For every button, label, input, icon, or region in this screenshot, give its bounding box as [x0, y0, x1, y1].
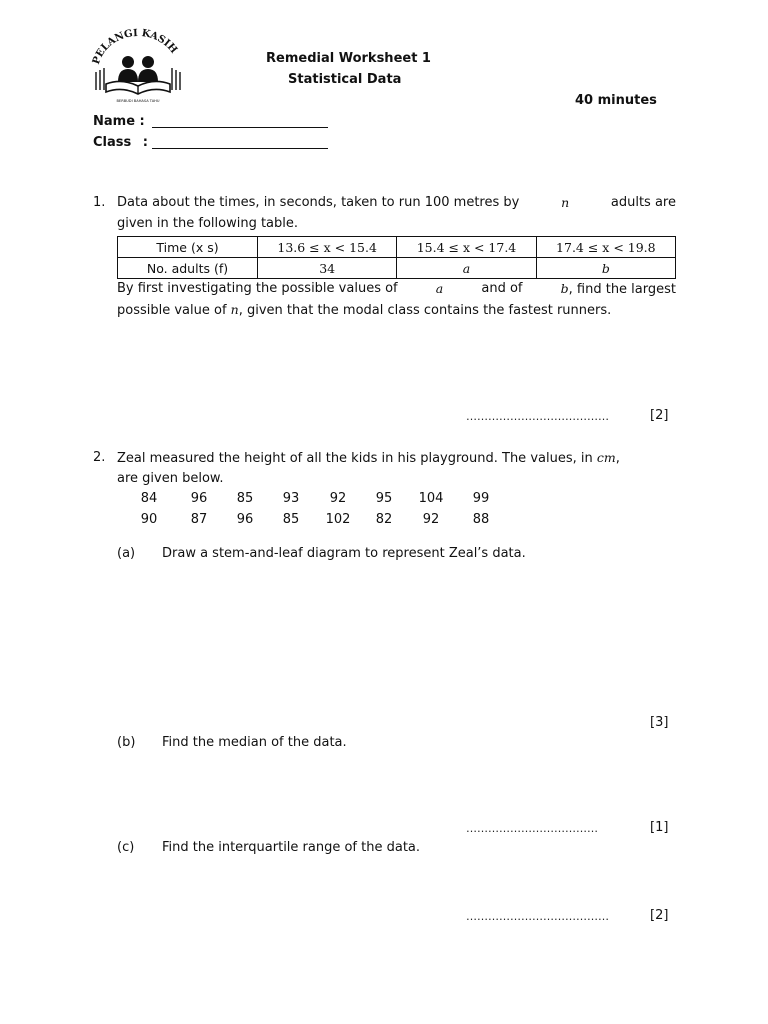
height-value: 92: [329, 491, 347, 506]
q1-var-a: a: [435, 281, 444, 296]
q1-line4: [117, 302, 611, 318]
q2b-marks: [1]: [650, 820, 669, 835]
name-field[interactable]: [152, 127, 328, 128]
q2b-answer-line[interactable]: ………………………………: [466, 822, 598, 835]
height-value: 95: [375, 491, 393, 506]
table-header-adults: No. adults (f): [118, 258, 258, 279]
height-value: 96: [236, 512, 254, 527]
q2-number: 2.: [93, 450, 106, 465]
q2a-label: (a): [117, 546, 136, 561]
q2c-answer-line[interactable]: …………………………………: [466, 910, 609, 923]
q1-var-n2: n: [230, 302, 239, 317]
q1-var-n: n: [561, 195, 570, 210]
height-value: 90: [140, 512, 158, 527]
height-value: 92: [422, 512, 440, 527]
height-value: 96: [190, 491, 208, 506]
q2a-answer-area[interactable]: [117, 566, 676, 706]
q2a-marks: [3]: [650, 715, 669, 730]
q1-answer-line[interactable]: …………………………………: [466, 410, 609, 423]
q1-marks: [2]: [650, 408, 669, 423]
q1-text-d2: and of: [481, 281, 523, 296]
height-value: 84: [140, 491, 158, 506]
table-row: [118, 258, 676, 279]
worksheet-subtitle: Statistical Data: [288, 72, 402, 87]
height-value: 88: [472, 512, 490, 527]
svg-text:PELANGI KASIH: [91, 28, 179, 66]
logo-subtext: BERBUDI BAHASA TAHU: [116, 99, 160, 103]
table-cell: a: [397, 258, 536, 279]
q1-number: 1.: [93, 195, 106, 210]
q2b-text: Find the median of the data.: [162, 735, 347, 750]
height-value: 99: [472, 491, 490, 506]
q1-text-d1: By first investigating the possible values of: [117, 281, 398, 296]
q2c-text: Find the interquartile range of the data.: [162, 840, 421, 855]
q1-var-b: b: [560, 281, 569, 296]
q1-line1: [117, 195, 676, 210]
height-value: 87: [190, 512, 208, 527]
worksheet-title: Remedial Worksheet 1: [266, 51, 431, 66]
table-cell: 15.4 ≤ x < 17.4: [397, 237, 536, 258]
q2-line2: are given below.: [117, 471, 224, 486]
logo-emblem-icon: [88, 28, 188, 106]
table-cell: 13.6 ≤ x < 15.4: [258, 237, 397, 258]
table-cell: 34: [258, 258, 397, 279]
height-value: 102: [325, 512, 351, 527]
height-values-row-1: [0, 491, 768, 509]
q2a-text: Draw a stem-and-leaf diagram to represent Zeal’s data.: [162, 546, 526, 561]
school-logo: [88, 28, 188, 106]
q1-text-e2: , given that the modal class contains the fastest runners.: [238, 303, 612, 318]
height-value: 93: [282, 491, 300, 506]
class-field[interactable]: [152, 148, 328, 149]
q2-line1: [117, 450, 620, 466]
height-value: 85: [236, 491, 254, 506]
q1-text-e1: possible value of: [117, 303, 227, 318]
q1-text-b: adults are: [610, 195, 676, 210]
table-cell: 17.4 ≤ x < 19.8: [536, 237, 675, 258]
height-value: 104: [418, 491, 444, 506]
table-cell: b: [536, 258, 675, 279]
table-row: [118, 237, 676, 258]
q2c-label: (c): [117, 840, 135, 855]
height-value: 82: [375, 512, 393, 527]
class-label: Class :: [93, 135, 148, 150]
height-value: 85: [282, 512, 300, 527]
table-header-time: Time (x s): [118, 237, 258, 258]
q2b-label: (b): [117, 735, 136, 750]
q2-text-a1: Zeal measured the height of all the kids in his playground. The values, in: [117, 451, 593, 466]
q1-text-a: Data about the times, in seconds, taken to run 100 metres by: [117, 195, 520, 210]
q1-text-d3: , find the largest: [568, 282, 676, 297]
q2-text-a2: ,: [615, 451, 620, 466]
q2-unit: cm: [596, 450, 616, 465]
q1-line3: [117, 281, 676, 297]
height-values-row-2: [0, 512, 768, 530]
logo-text: PELANGI KASIH: [91, 28, 180, 66]
frequency-table: [117, 236, 676, 279]
name-label: Name :: [93, 114, 145, 129]
duration-label: 40 minutes: [575, 93, 657, 108]
q1-line2: given in the following table.: [117, 216, 299, 231]
q2c-marks: [2]: [650, 908, 669, 923]
